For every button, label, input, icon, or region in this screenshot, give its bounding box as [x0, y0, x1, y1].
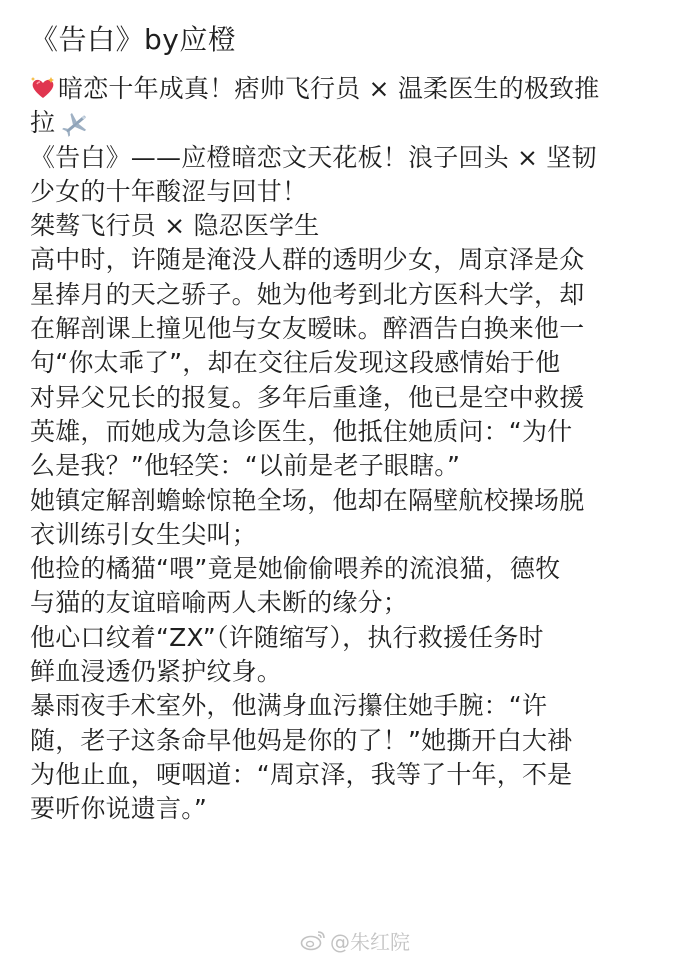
text-line: 少女的十年酸涩与回甘！	[30, 176, 308, 206]
text-line: 她镇定解剖蟾蜍惊艳全场，他却在隔壁航校操场脱	[30, 485, 585, 515]
text-line: 么是我？”他轻笑：“以前是老子眼瞎。”	[30, 451, 461, 481]
line-text: 拉	[30, 108, 56, 138]
watermark-text: @朱红院	[330, 929, 410, 954]
text-line: 句“你太乖了”，却在交往后发现这段感情始于他	[30, 348, 561, 378]
sparkling-heart-icon	[30, 75, 56, 101]
text-line: 他捡的橘猫“喂”竟是她偷偷喂养的流浪猫，德牧	[30, 554, 561, 584]
text-line	[30, 106, 680, 140]
watermark	[300, 926, 410, 954]
text-line: 衣训练引女生尖叫；	[30, 519, 257, 549]
text-line: 与猫的友谊暗喻两人未断的缘分；	[30, 588, 409, 618]
line-text: 暗恋十年成真！痞帅飞行员 × 温柔医生的极致推	[58, 74, 600, 103]
text-line: 对异父兄长的报复。多年后重逢，他已是空中救援	[30, 382, 585, 412]
text-line: 为他止血，哽咽道：“周京泽，我等了十年，不是	[30, 759, 573, 789]
text-line: 高中时，许随是淹没人群的透明少女，周京泽是众	[30, 245, 585, 275]
text-line: 鲜血浸透仍紧护纹身。	[30, 657, 283, 687]
text-line: 他心口纹着“ZX”（许随缩写），执行救援任务时	[30, 622, 544, 652]
post-title: 《告白》by应橙	[30, 23, 237, 56]
text-line: 英雄，而她成为急诊医生，他抵住她质问：“为什	[30, 416, 573, 446]
post-body	[30, 72, 680, 827]
weibo-logo-icon	[300, 929, 326, 951]
text-line: 要听你说遗言。”	[30, 794, 208, 824]
text-line: 暴雨夜手术室外，他满身血污攥住她手腕：“许	[30, 691, 548, 721]
text-line: 星捧月的天之骄子。她为他考到北方医科大学，却	[30, 279, 585, 309]
text-line: 在解剖课上撞见他与女友暧昧。醉酒告白换来他一	[30, 314, 585, 344]
airplane-icon	[61, 111, 91, 137]
text-line	[30, 72, 680, 106]
text-line: 《告白》——应橙暗恋文天花板！浪子回头 × 坚韧	[30, 142, 597, 172]
text-line: 桀骜飞行员 × 隐忍医学生	[30, 211, 320, 241]
text-line: 随，老子这条命早他妈是你的了！”她撕开白大褂	[30, 725, 573, 755]
